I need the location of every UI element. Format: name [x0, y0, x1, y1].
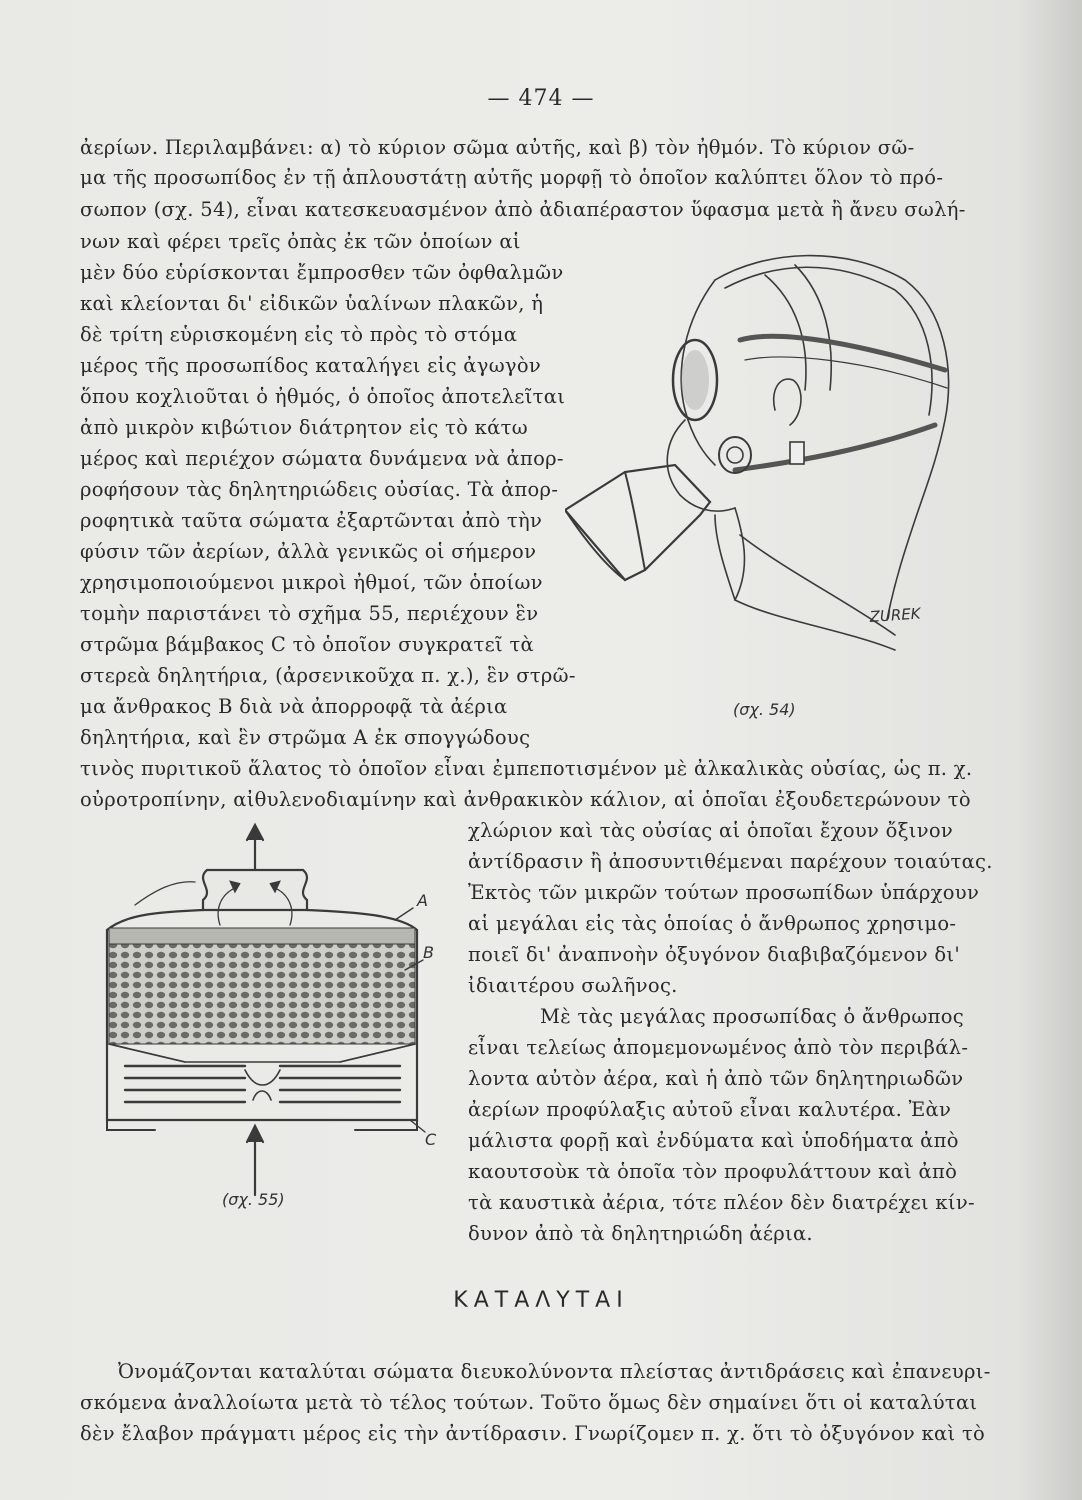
- text-line: χρησιμοποιούμενοι μικροὶ ἠθμοί, τῶν ὁποίων: [80, 571, 543, 594]
- text-line: ἀερίων προφύλαξις αὐτοῦ εἶναι καλυτέρα. Ἐὰν: [468, 1098, 952, 1121]
- text-line: ἰδιαιτέρου σωλῆνος.: [468, 974, 678, 997]
- text-line: μα ἄνθρακος B διὰ νὰ ἀπορροφᾷ τὰ ἀέρια: [80, 695, 508, 718]
- text-line: δηλητήρια, καὶ ἓν στρῶμα A ἐκ σπογγώδους: [80, 726, 531, 749]
- text-line: δὲν ἔλαβον πράγματι μέρος εἰς τὴν ἀντίδρασιν. Γνωρίζομεν π. χ. ὅτι τὸ ὀξυγόνον καὶ τὸ: [80, 1422, 986, 1445]
- figure-55-label-a: A: [417, 891, 428, 910]
- text-line: μέρος καὶ περιέχον σώματα δυνάμενα νὰ ἀπορ-: [80, 447, 564, 470]
- text-line: τινὸς πυριτικοῦ ἅλατος τὸ ὁποῖον εἶναι ἐμπεποτισμένον μὲ ἀλκαλικὰς οὐσίας, ὡς π. χ.: [80, 757, 973, 780]
- text-line: αἱ μεγάλαι εἰς τὰς ὁποίας ὁ ἄνθρωπος χρησιμο-: [468, 912, 957, 935]
- text-line: στερεὰ δηλητήρια, (ἀρσενικοῦχα π. χ.), ἓν στρῶ-: [80, 664, 576, 687]
- text-line: ροφητικὰ ταῦτα σώματα ἐξαρτῶνται ἀπὸ τὴν: [80, 509, 543, 532]
- text-line: λοντα αὐτὸν ἀέρα, καὶ ἡ ἀπὸ τῶν δηλητηριωδῶν: [468, 1067, 964, 1090]
- text-line: χλώριον καὶ τὰς οὐσίας αἱ ὁποῖαι ἔχουν ὄξινον: [468, 819, 954, 842]
- text-line: μέρος τῆς προσωπίδος καταλήγει εἰς ἀγωγὸν: [80, 354, 542, 377]
- page-number: — 474 —: [487, 86, 595, 111]
- text-line: μὲν δύο εὑρίσκονται ἔμπροσθεν τῶν ὀφθαλμῶν: [80, 261, 564, 284]
- figure-55-caption: (σχ. 55): [222, 1190, 285, 1209]
- text-line: ἀερίων. Περιλαμβάνει: α) τὸ κύριον σῶμα αὐτῆς, καὶ β) τὸν ἠθμόν. Τὸ κύριον σῶ-: [80, 136, 915, 159]
- text-line: οὐροτροπίνην, αἰθυλενοδιαμίνην καὶ ἀνθρακικὸν κάλιον, αἱ ὁποῖαι ἐξουδετερώνουν τὸ: [80, 788, 971, 811]
- text-line: εἶναι τελείως ἀπομεμονωμένος ἀπὸ τὸν περιβάλ-: [468, 1036, 969, 1059]
- text-line: ποιεῖ δι' ἀναπνοὴν ὀξυγόνον διαβιβαζόμενον δι': [468, 943, 960, 966]
- text-line: δὲ τρίτη εὑρισκομένη εἰς τὸ πρὸς τὸ στόμα: [80, 323, 518, 346]
- text-line: τὰ καυστικὰ ἀέρια, τότε πλέον δὲν διατρέχει κίν-: [468, 1191, 975, 1214]
- text-line: ὅπου κοχλιοῦται ὁ ἠθμός, ὁ ὁποῖος ἀποτελεῖται: [80, 385, 566, 408]
- text-line: ροφήσουν τὰς δηλητηριώδεις οὐσίας. Τὰ ἀπορ-: [80, 478, 559, 501]
- text-line: ἀπὸ μικρὸν κιβώτιον διάτρητον εἰς τὸ κάτω: [80, 416, 528, 439]
- text-line: τομὴν παριστάνει τὸ σχῆμα 55, περιέχουν ἓν: [80, 602, 539, 625]
- figure-55-filter-section-diagram: [95, 820, 455, 1200]
- section-heading: ΚΑΤΑΛΥΤΑΙ: [453, 1288, 629, 1313]
- text-line: καουτσοὺκ τὰ ὁποῖα τὸν προφυλάττουν καὶ ἀπὸ: [468, 1160, 958, 1183]
- text-line: Ἐκτὸς τῶν μικρῶν τούτων προσωπίδων ὑπάρχουν: [468, 881, 980, 904]
- text-line: μα τῆς προσωπίδος ἐν τῇ ἁπλουστάτῃ αὐτῆς μορφῇ τὸ ὁποῖον καλύπτει ὅλον τὸ πρό-: [80, 166, 944, 189]
- text-line: ἀντίδρασιν ἢ ἀποσυντιθέμεναι παρέχουν τοιαύτας.: [468, 850, 993, 873]
- text-line: καὶ κλείονται δι' εἰδικῶν ὑαλίνων πλακῶν, ἡ: [80, 292, 544, 315]
- figure-54-caption: (σχ. 54): [733, 700, 796, 719]
- figure-55-label-b: B: [423, 943, 434, 962]
- text-line: φύσιν τῶν ἀερίων, ἀλλὰ γενικῶς οἱ σήμερον: [80, 540, 537, 563]
- text-line: μάλιστα φορῇ καὶ ἐνδύματα καὶ ὑποδήματα ἀπὸ: [468, 1129, 959, 1152]
- figure-54-signature: ZUREK: [869, 604, 922, 626]
- text-line: δυνον ἀπὸ τὰ δηλητηριώδη ἀέρια.: [468, 1222, 813, 1245]
- figure-54-gas-mask-drawing: [565, 240, 985, 680]
- text-line: Ὀνομάζονται καταλύται σώματα διευκολύνοντα πλείστας ἀντιδράσεις καὶ ἐπανευρι-: [118, 1360, 991, 1383]
- text-line: στρῶμα βάμβακος C τὸ ὁποῖον συγκρατεῖ τὰ: [80, 633, 535, 656]
- text-line: νων καὶ φέρει τρεῖς ὀπὰς ἐκ τῶν ὁποίων αἱ: [80, 230, 521, 253]
- text-line: σωπον (σχ. 54), εἶναι κατεσκευασμένον ἀπὸ ἀδιαπέραστον ὕφασμα μετὰ ἢ ἄνευ σωλή-: [80, 198, 966, 221]
- figure-55-label-c: C: [425, 1130, 437, 1149]
- text-line: σκόμενα ἀναλλοίωτα μετὰ τὸ τέλος τούτων. Τοῦτο ὅμως δὲν σημαίνει ὅτι οἱ καταλύται: [80, 1391, 978, 1414]
- text-line: Μὲ τὰς μεγάλας προσωπίδας ὁ ἄνθρωπος: [540, 1005, 965, 1028]
